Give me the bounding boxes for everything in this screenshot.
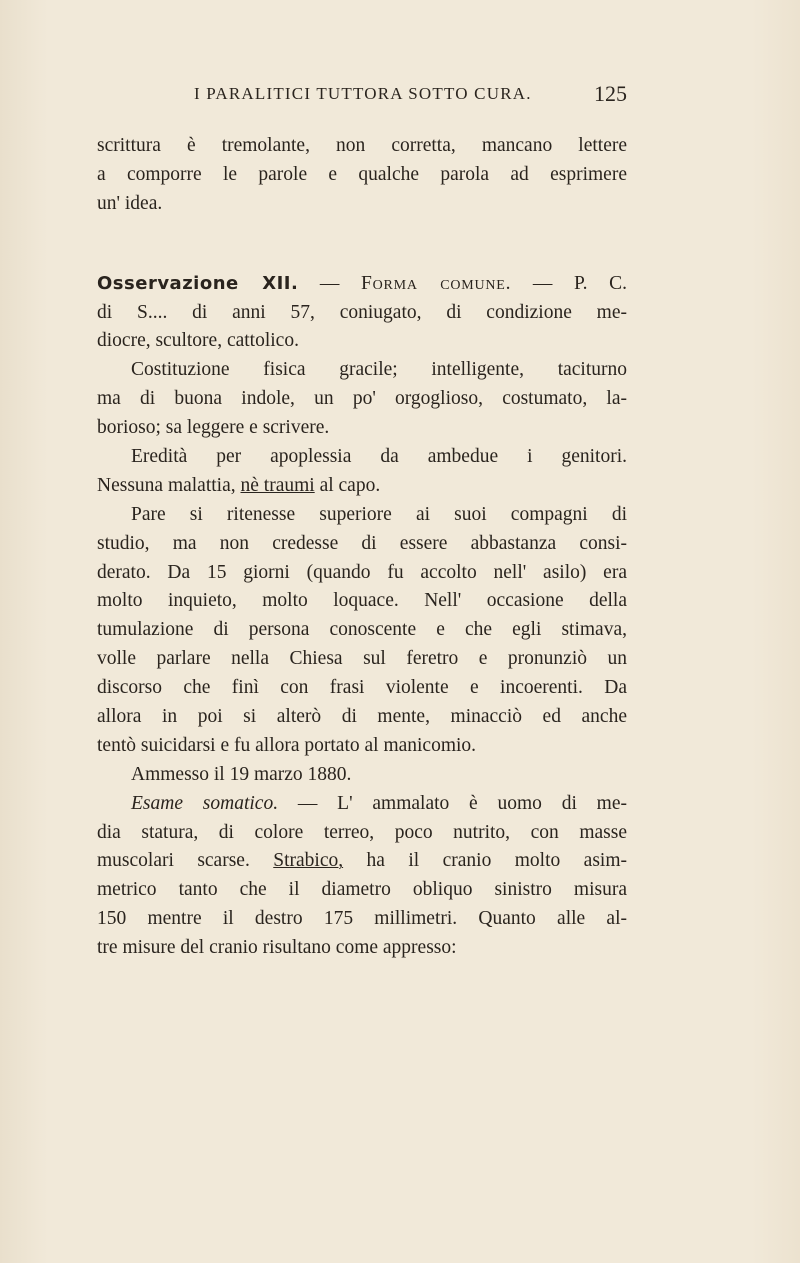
text-fragment: ha il cranio molto asim- — [343, 850, 627, 872]
text-line: Eredità per apoplessia da ambedue i genitori. — [131, 446, 627, 468]
text-line — [97, 847, 627, 876]
text-line: Pare si ritenesse superiore ai suoi compagni di — [131, 503, 627, 525]
text-line: tumulazione di persona conoscente e che egli stimava, — [97, 619, 627, 641]
text-line: tentò suicidarsi e fu allora portato al manicomio. — [97, 734, 477, 756]
text-fragment: al capo. — [314, 474, 381, 496]
text-line: borioso; sa leggere e scrivere. — [97, 417, 330, 439]
text-line: tre misure del cranio risultano come appresso: — [97, 937, 457, 959]
text-line: 150 mentre il destro 175 millimetri. Quanto alle al- — [97, 908, 627, 930]
heading-dash: — — [298, 272, 361, 294]
text-line: metrico tanto che il diametro obliquo sinistro misura — [97, 879, 627, 901]
text-line: un' idea. — [97, 192, 163, 214]
text-line — [97, 472, 627, 501]
text-fragment: — L' ammalato è uomo di me- — [278, 792, 627, 814]
section-label-italic: Esame somatico. — [131, 792, 279, 814]
text-line: dia statura, di colore terreo, poco nutrito, con masse — [97, 821, 627, 843]
text-line: Ammesso il 19 marzo 1880. — [131, 763, 352, 785]
text-fragment: muscolari scarse. — [97, 850, 274, 872]
text-line: volle parlare nella Chiesa sul feretro e pronunziò un — [97, 648, 627, 670]
text-line: derato. Da 15 giorni (quando fu accolto nell' asilo) era — [97, 561, 627, 583]
observation-title: Osservazione XII. — [97, 272, 299, 294]
section-gap — [97, 219, 627, 270]
text-line: ma di buona indole, un po' orgoglioso, costumato, la- — [97, 388, 627, 410]
page-number: 125 — [594, 81, 627, 106]
running-head: I PARALITICI TUTTORA SOTTO CURA. — [194, 84, 532, 103]
text-line: a comporre le parole e qualche parola ad esprimere — [97, 163, 627, 185]
underlined-text: nè traumi — [240, 474, 315, 496]
text-line: diocre, scultore, cattolico. — [97, 330, 299, 352]
text-line: Costituzione fisica gracile; intelligente, taciturno — [131, 359, 627, 381]
text-line: scrittura è tremolante, non corretta, mancano lettere — [97, 135, 627, 156]
body-text — [97, 132, 627, 963]
underlined-text: Strabico, — [273, 850, 344, 872]
text-line — [97, 790, 627, 819]
text-line: di S.... di anni 57, coniugato, di condizione me- — [97, 301, 627, 323]
text-line: discorso che finì con frasi violente e incoerenti. Da — [97, 677, 627, 699]
text-line: allora in poi si alterò di mente, minacciò ed anche — [97, 706, 627, 728]
observation-form: Forma comune. — [360, 272, 512, 294]
text-line: studio, ma non credesse di essere abbastanza consi- — [97, 532, 627, 554]
text-fragment: Nessuna malattia, — [97, 474, 241, 496]
observation-heading — [97, 270, 627, 299]
text-line: molto inquieto, molto loquace. Nell' occasione della — [97, 590, 627, 612]
page-header — [97, 81, 627, 114]
patient-initials: — P. C. — [511, 272, 627, 294]
